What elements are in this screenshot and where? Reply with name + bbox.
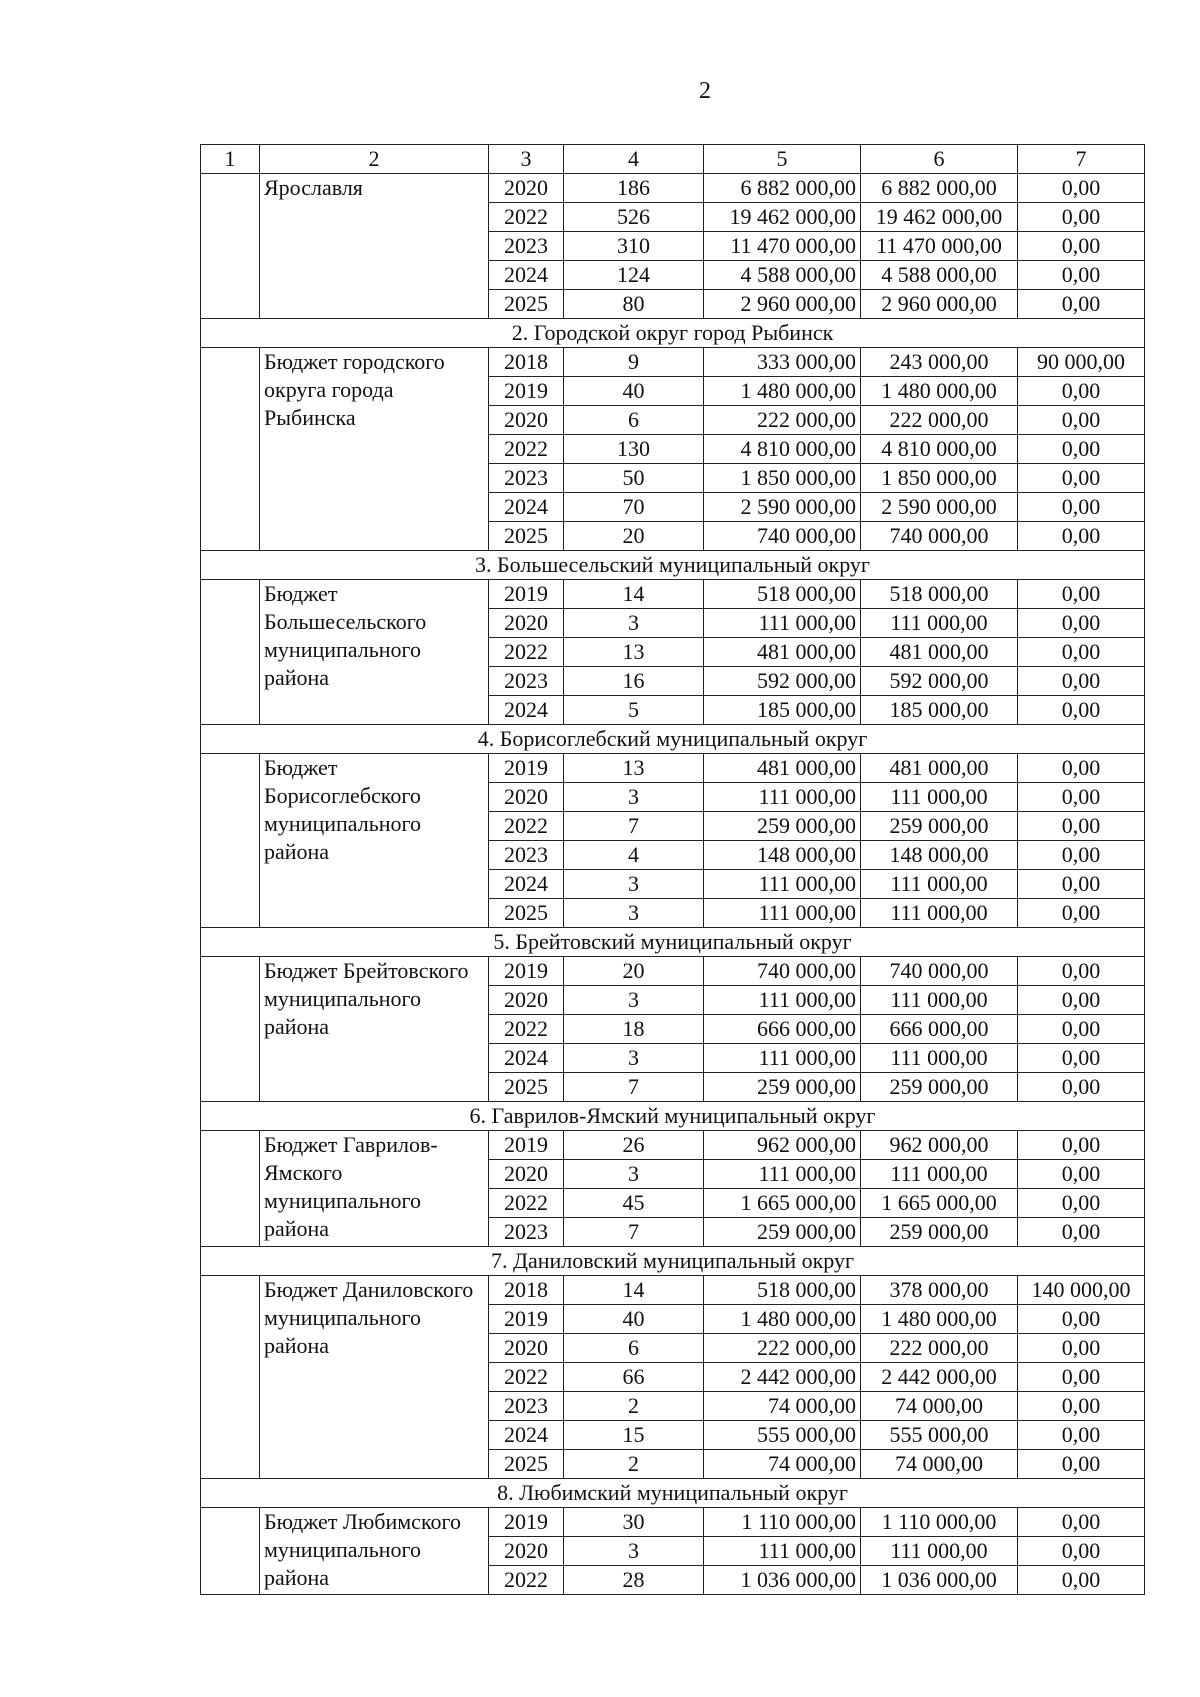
regional-amount-cell: 518 000,00 <box>861 580 1018 609</box>
regional-amount-cell: 592 000,00 <box>861 667 1018 696</box>
budget-name-cell: Бюджет Большесельского муниципального района <box>260 580 489 725</box>
local-amount-cell: 0,00 <box>1018 754 1145 783</box>
year-cell: 2022 <box>489 1189 564 1218</box>
total-amount-cell: 1 110 000,00 <box>704 1508 861 1537</box>
table-row <box>201 1276 1145 1305</box>
local-amount-cell: 0,00 <box>1018 1363 1145 1392</box>
local-amount-cell: 0,00 <box>1018 986 1145 1015</box>
regional-amount-cell: 111 000,00 <box>861 609 1018 638</box>
budget-name-cell: Бюджет Брейтовского муниципального района <box>260 957 489 1102</box>
table-row <box>201 754 1145 783</box>
count-cell: 4 <box>564 841 704 870</box>
header-cell: 3 <box>489 145 564 174</box>
local-amount-cell: 0,00 <box>1018 1421 1145 1450</box>
total-amount-cell: 518 000,00 <box>704 1276 861 1305</box>
year-cell: 2024 <box>489 1044 564 1073</box>
regional-amount-cell: 111 000,00 <box>861 1537 1018 1566</box>
year-cell: 2022 <box>489 1015 564 1044</box>
count-cell: 14 <box>564 1276 704 1305</box>
regional-amount-cell: 1 665 000,00 <box>861 1189 1018 1218</box>
total-amount-cell: 259 000,00 <box>704 1073 861 1102</box>
local-amount-cell: 0,00 <box>1018 870 1145 899</box>
section-title: 5. Брейтовский муниципальный округ <box>201 928 1145 957</box>
regional-amount-cell: 111 000,00 <box>861 870 1018 899</box>
year-cell: 2019 <box>489 580 564 609</box>
header-cell: 6 <box>861 145 1018 174</box>
local-amount-cell: 0,00 <box>1018 203 1145 232</box>
total-amount-cell: 2 442 000,00 <box>704 1363 861 1392</box>
regional-amount-cell: 259 000,00 <box>861 812 1018 841</box>
count-cell: 130 <box>564 435 704 464</box>
count-cell: 80 <box>564 290 704 319</box>
local-amount-cell: 140 000,00 <box>1018 1276 1145 1305</box>
local-amount-cell: 0,00 <box>1018 812 1145 841</box>
total-amount-cell: 111 000,00 <box>704 1044 861 1073</box>
section-title: 6. Гаврилов-Ямский муниципальный округ <box>201 1102 1145 1131</box>
local-amount-cell: 0,00 <box>1018 377 1145 406</box>
count-cell: 20 <box>564 522 704 551</box>
count-cell: 3 <box>564 609 704 638</box>
regional-amount-cell: 740 000,00 <box>861 957 1018 986</box>
regional-amount-cell: 666 000,00 <box>861 1015 1018 1044</box>
year-cell: 2025 <box>489 522 564 551</box>
regional-amount-cell: 2 590 000,00 <box>861 493 1018 522</box>
total-amount-cell: 4 588 000,00 <box>704 261 861 290</box>
count-cell: 15 <box>564 1421 704 1450</box>
table-row <box>201 1131 1145 1160</box>
count-cell: 3 <box>564 1044 704 1073</box>
section-title: 8. Любимский муниципальный округ <box>201 1479 1145 1508</box>
year-cell: 2020 <box>489 1334 564 1363</box>
year-cell: 2024 <box>489 493 564 522</box>
year-cell: 2020 <box>489 174 564 203</box>
count-cell: 124 <box>564 261 704 290</box>
year-cell: 2024 <box>489 261 564 290</box>
year-cell: 2018 <box>489 1276 564 1305</box>
count-cell: 7 <box>564 1218 704 1247</box>
total-amount-cell: 555 000,00 <box>704 1421 861 1450</box>
total-amount-cell: 1 665 000,00 <box>704 1189 861 1218</box>
local-amount-cell: 0,00 <box>1018 609 1145 638</box>
count-cell: 3 <box>564 899 704 928</box>
local-amount-cell: 0,00 <box>1018 435 1145 464</box>
total-amount-cell: 740 000,00 <box>704 957 861 986</box>
local-amount-cell: 0,00 <box>1018 261 1145 290</box>
regional-amount-cell: 11 470 000,00 <box>861 232 1018 261</box>
total-amount-cell: 4 810 000,00 <box>704 435 861 464</box>
year-cell: 2018 <box>489 348 564 377</box>
total-amount-cell: 111 000,00 <box>704 870 861 899</box>
regional-amount-cell: 378 000,00 <box>861 1276 1018 1305</box>
header-cell: 1 <box>201 145 260 174</box>
section-row <box>201 551 1145 580</box>
local-amount-cell: 0,00 <box>1018 1537 1145 1566</box>
total-amount-cell: 481 000,00 <box>704 754 861 783</box>
count-cell: 28 <box>564 1566 704 1595</box>
total-amount-cell: 962 000,00 <box>704 1131 861 1160</box>
count-cell: 66 <box>564 1363 704 1392</box>
regional-amount-cell: 1 036 000,00 <box>861 1566 1018 1595</box>
regional-amount-cell: 1 110 000,00 <box>861 1508 1018 1537</box>
index-cell <box>201 1508 260 1595</box>
budget-name-cell: Бюджет Борисоглебского муниципального района <box>260 754 489 928</box>
year-cell: 2025 <box>489 899 564 928</box>
header-cell: 5 <box>704 145 861 174</box>
count-cell: 7 <box>564 812 704 841</box>
section-row <box>201 319 1145 348</box>
budget-name-cell: Ярославля <box>260 174 489 319</box>
local-amount-cell: 0,00 <box>1018 638 1145 667</box>
local-amount-cell: 0,00 <box>1018 1073 1145 1102</box>
section-title: 3. Большесельский муниципальный округ <box>201 551 1145 580</box>
index-cell <box>201 754 260 928</box>
regional-amount-cell: 259 000,00 <box>861 1218 1018 1247</box>
year-cell: 2020 <box>489 986 564 1015</box>
local-amount-cell: 0,00 <box>1018 783 1145 812</box>
year-cell: 2023 <box>489 232 564 261</box>
total-amount-cell: 74 000,00 <box>704 1392 861 1421</box>
regional-amount-cell: 243 000,00 <box>861 348 1018 377</box>
index-cell <box>201 1276 260 1479</box>
table-row <box>201 580 1145 609</box>
total-amount-cell: 1 036 000,00 <box>704 1566 861 1595</box>
total-amount-cell: 481 000,00 <box>704 638 861 667</box>
count-cell: 186 <box>564 174 704 203</box>
regional-amount-cell: 111 000,00 <box>861 783 1018 812</box>
local-amount-cell: 0,00 <box>1018 1160 1145 1189</box>
total-amount-cell: 148 000,00 <box>704 841 861 870</box>
regional-amount-cell: 4 588 000,00 <box>861 261 1018 290</box>
count-cell: 7 <box>564 1073 704 1102</box>
section-title: 4. Борисоглебский муниципальный округ <box>201 725 1145 754</box>
count-cell: 70 <box>564 493 704 522</box>
local-amount-cell: 90 000,00 <box>1018 348 1145 377</box>
total-amount-cell: 11 470 000,00 <box>704 232 861 261</box>
count-cell: 20 <box>564 957 704 986</box>
count-cell: 6 <box>564 406 704 435</box>
total-amount-cell: 2 590 000,00 <box>704 493 861 522</box>
count-cell: 40 <box>564 377 704 406</box>
regional-amount-cell: 2 960 000,00 <box>861 290 1018 319</box>
regional-amount-cell: 481 000,00 <box>861 754 1018 783</box>
local-amount-cell: 0,00 <box>1018 841 1145 870</box>
year-cell: 2020 <box>489 783 564 812</box>
year-cell: 2025 <box>489 1450 564 1479</box>
count-cell: 526 <box>564 203 704 232</box>
year-cell: 2019 <box>489 754 564 783</box>
year-cell: 2025 <box>489 1073 564 1102</box>
table-row <box>201 174 1145 203</box>
table-row <box>201 348 1145 377</box>
total-amount-cell: 185 000,00 <box>704 696 861 725</box>
total-amount-cell: 259 000,00 <box>704 812 861 841</box>
total-amount-cell: 592 000,00 <box>704 667 861 696</box>
total-amount-cell: 6 882 000,00 <box>704 174 861 203</box>
count-cell: 5 <box>564 696 704 725</box>
local-amount-cell: 0,00 <box>1018 1450 1145 1479</box>
total-amount-cell: 222 000,00 <box>704 1334 861 1363</box>
local-amount-cell: 0,00 <box>1018 232 1145 261</box>
section-row <box>201 1479 1145 1508</box>
local-amount-cell: 0,00 <box>1018 522 1145 551</box>
regional-amount-cell: 185 000,00 <box>861 696 1018 725</box>
regional-amount-cell: 111 000,00 <box>861 1160 1018 1189</box>
local-amount-cell: 0,00 <box>1018 899 1145 928</box>
count-cell: 40 <box>564 1305 704 1334</box>
year-cell: 2023 <box>489 1392 564 1421</box>
header-row <box>201 145 1145 174</box>
regional-amount-cell: 2 442 000,00 <box>861 1363 1018 1392</box>
index-cell <box>201 580 260 725</box>
table-row <box>201 957 1145 986</box>
section-row <box>201 725 1145 754</box>
regional-amount-cell: 962 000,00 <box>861 1131 1018 1160</box>
local-amount-cell: 0,00 <box>1018 406 1145 435</box>
page-number: 2 <box>699 78 711 104</box>
year-cell: 2019 <box>489 1305 564 1334</box>
local-amount-cell: 0,00 <box>1018 580 1145 609</box>
section-title: 2. Городской округ город Рыбинск <box>201 319 1145 348</box>
local-amount-cell: 0,00 <box>1018 1015 1145 1044</box>
year-cell: 2019 <box>489 1508 564 1537</box>
total-amount-cell: 111 000,00 <box>704 609 861 638</box>
budget-name-cell: Бюджет Гаврилов-Ямского муниципального района <box>260 1131 489 1247</box>
local-amount-cell: 0,00 <box>1018 1392 1145 1421</box>
regional-amount-cell: 74 000,00 <box>861 1450 1018 1479</box>
local-amount-cell: 0,00 <box>1018 464 1145 493</box>
local-amount-cell: 0,00 <box>1018 957 1145 986</box>
total-amount-cell: 111 000,00 <box>704 986 861 1015</box>
count-cell: 30 <box>564 1508 704 1537</box>
regional-amount-cell: 555 000,00 <box>861 1421 1018 1450</box>
count-cell: 3 <box>564 783 704 812</box>
count-cell: 3 <box>564 986 704 1015</box>
count-cell: 14 <box>564 580 704 609</box>
local-amount-cell: 0,00 <box>1018 1566 1145 1595</box>
regional-amount-cell: 111 000,00 <box>861 1044 1018 1073</box>
year-cell: 2022 <box>489 1566 564 1595</box>
count-cell: 50 <box>564 464 704 493</box>
index-cell <box>201 174 260 319</box>
year-cell: 2020 <box>489 609 564 638</box>
year-cell: 2024 <box>489 1421 564 1450</box>
regional-amount-cell: 1 480 000,00 <box>861 1305 1018 1334</box>
local-amount-cell: 0,00 <box>1018 1044 1145 1073</box>
count-cell: 3 <box>564 1537 704 1566</box>
regional-amount-cell: 74 000,00 <box>861 1392 1018 1421</box>
local-amount-cell: 0,00 <box>1018 1189 1145 1218</box>
total-amount-cell: 259 000,00 <box>704 1218 861 1247</box>
total-amount-cell: 111 000,00 <box>704 783 861 812</box>
total-amount-cell: 111 000,00 <box>704 1160 861 1189</box>
regional-amount-cell: 259 000,00 <box>861 1073 1018 1102</box>
header-cell: 7 <box>1018 145 1145 174</box>
count-cell: 3 <box>564 1160 704 1189</box>
total-amount-cell: 111 000,00 <box>704 1537 861 1566</box>
count-cell: 18 <box>564 1015 704 1044</box>
local-amount-cell: 0,00 <box>1018 1334 1145 1363</box>
count-cell: 26 <box>564 1131 704 1160</box>
budget-name-cell: Бюджет Даниловского муниципального района <box>260 1276 489 1479</box>
count-cell: 2 <box>564 1450 704 1479</box>
index-cell <box>201 1131 260 1247</box>
index-cell <box>201 957 260 1102</box>
count-cell: 13 <box>564 638 704 667</box>
total-amount-cell: 2 960 000,00 <box>704 290 861 319</box>
total-amount-cell: 74 000,00 <box>704 1450 861 1479</box>
year-cell: 2020 <box>489 1160 564 1189</box>
budget-name-cell: Бюджет Любимского муниципального района <box>260 1508 489 1595</box>
index-cell <box>201 348 260 551</box>
total-amount-cell: 1 850 000,00 <box>704 464 861 493</box>
year-cell: 2020 <box>489 1537 564 1566</box>
local-amount-cell: 0,00 <box>1018 1508 1145 1537</box>
total-amount-cell: 222 000,00 <box>704 406 861 435</box>
count-cell: 6 <box>564 1334 704 1363</box>
regional-amount-cell: 222 000,00 <box>861 1334 1018 1363</box>
header-cell: 2 <box>260 145 489 174</box>
total-amount-cell: 111 000,00 <box>704 899 861 928</box>
regional-amount-cell: 111 000,00 <box>861 986 1018 1015</box>
total-amount-cell: 19 462 000,00 <box>704 203 861 232</box>
year-cell: 2023 <box>489 464 564 493</box>
year-cell: 2022 <box>489 203 564 232</box>
regional-amount-cell: 222 000,00 <box>861 406 1018 435</box>
total-amount-cell: 333 000,00 <box>704 348 861 377</box>
count-cell: 310 <box>564 232 704 261</box>
regional-amount-cell: 6 882 000,00 <box>861 174 1018 203</box>
year-cell: 2019 <box>489 377 564 406</box>
total-amount-cell: 666 000,00 <box>704 1015 861 1044</box>
budget-name-cell: Бюджет городского округа города Рыбинска <box>260 348 489 551</box>
year-cell: 2024 <box>489 870 564 899</box>
year-cell: 2025 <box>489 290 564 319</box>
year-cell: 2024 <box>489 696 564 725</box>
year-cell: 2022 <box>489 1363 564 1392</box>
table-row <box>201 1508 1145 1537</box>
count-cell: 2 <box>564 1392 704 1421</box>
year-cell: 2019 <box>489 1131 564 1160</box>
total-amount-cell: 1 480 000,00 <box>704 1305 861 1334</box>
local-amount-cell: 0,00 <box>1018 493 1145 522</box>
regional-amount-cell: 111 000,00 <box>861 899 1018 928</box>
total-amount-cell: 740 000,00 <box>704 522 861 551</box>
count-cell: 13 <box>564 754 704 783</box>
year-cell: 2020 <box>489 406 564 435</box>
year-cell: 2023 <box>489 1218 564 1247</box>
section-row <box>201 1102 1145 1131</box>
year-cell: 2019 <box>489 957 564 986</box>
local-amount-cell: 0,00 <box>1018 1218 1145 1247</box>
local-amount-cell: 0,00 <box>1018 290 1145 319</box>
section-row <box>201 928 1145 957</box>
local-amount-cell: 0,00 <box>1018 1131 1145 1160</box>
budget-table <box>200 144 1145 1595</box>
regional-amount-cell: 481 000,00 <box>861 638 1018 667</box>
year-cell: 2022 <box>489 638 564 667</box>
regional-amount-cell: 740 000,00 <box>861 522 1018 551</box>
header-cell: 4 <box>564 145 704 174</box>
year-cell: 2022 <box>489 435 564 464</box>
section-title: 7. Даниловский муниципальный округ <box>201 1247 1145 1276</box>
local-amount-cell: 0,00 <box>1018 667 1145 696</box>
total-amount-cell: 518 000,00 <box>704 580 861 609</box>
regional-amount-cell: 4 810 000,00 <box>861 435 1018 464</box>
table-body <box>201 145 1145 1595</box>
count-cell: 45 <box>564 1189 704 1218</box>
total-amount-cell: 1 480 000,00 <box>704 377 861 406</box>
year-cell: 2023 <box>489 667 564 696</box>
count-cell: 9 <box>564 348 704 377</box>
local-amount-cell: 0,00 <box>1018 696 1145 725</box>
section-row <box>201 1247 1145 1276</box>
regional-amount-cell: 1 850 000,00 <box>861 464 1018 493</box>
regional-amount-cell: 19 462 000,00 <box>861 203 1018 232</box>
local-amount-cell: 0,00 <box>1018 174 1145 203</box>
year-cell: 2022 <box>489 812 564 841</box>
count-cell: 3 <box>564 870 704 899</box>
year-cell: 2023 <box>489 841 564 870</box>
regional-amount-cell: 1 480 000,00 <box>861 377 1018 406</box>
regional-amount-cell: 148 000,00 <box>861 841 1018 870</box>
local-amount-cell: 0,00 <box>1018 1305 1145 1334</box>
count-cell: 16 <box>564 667 704 696</box>
